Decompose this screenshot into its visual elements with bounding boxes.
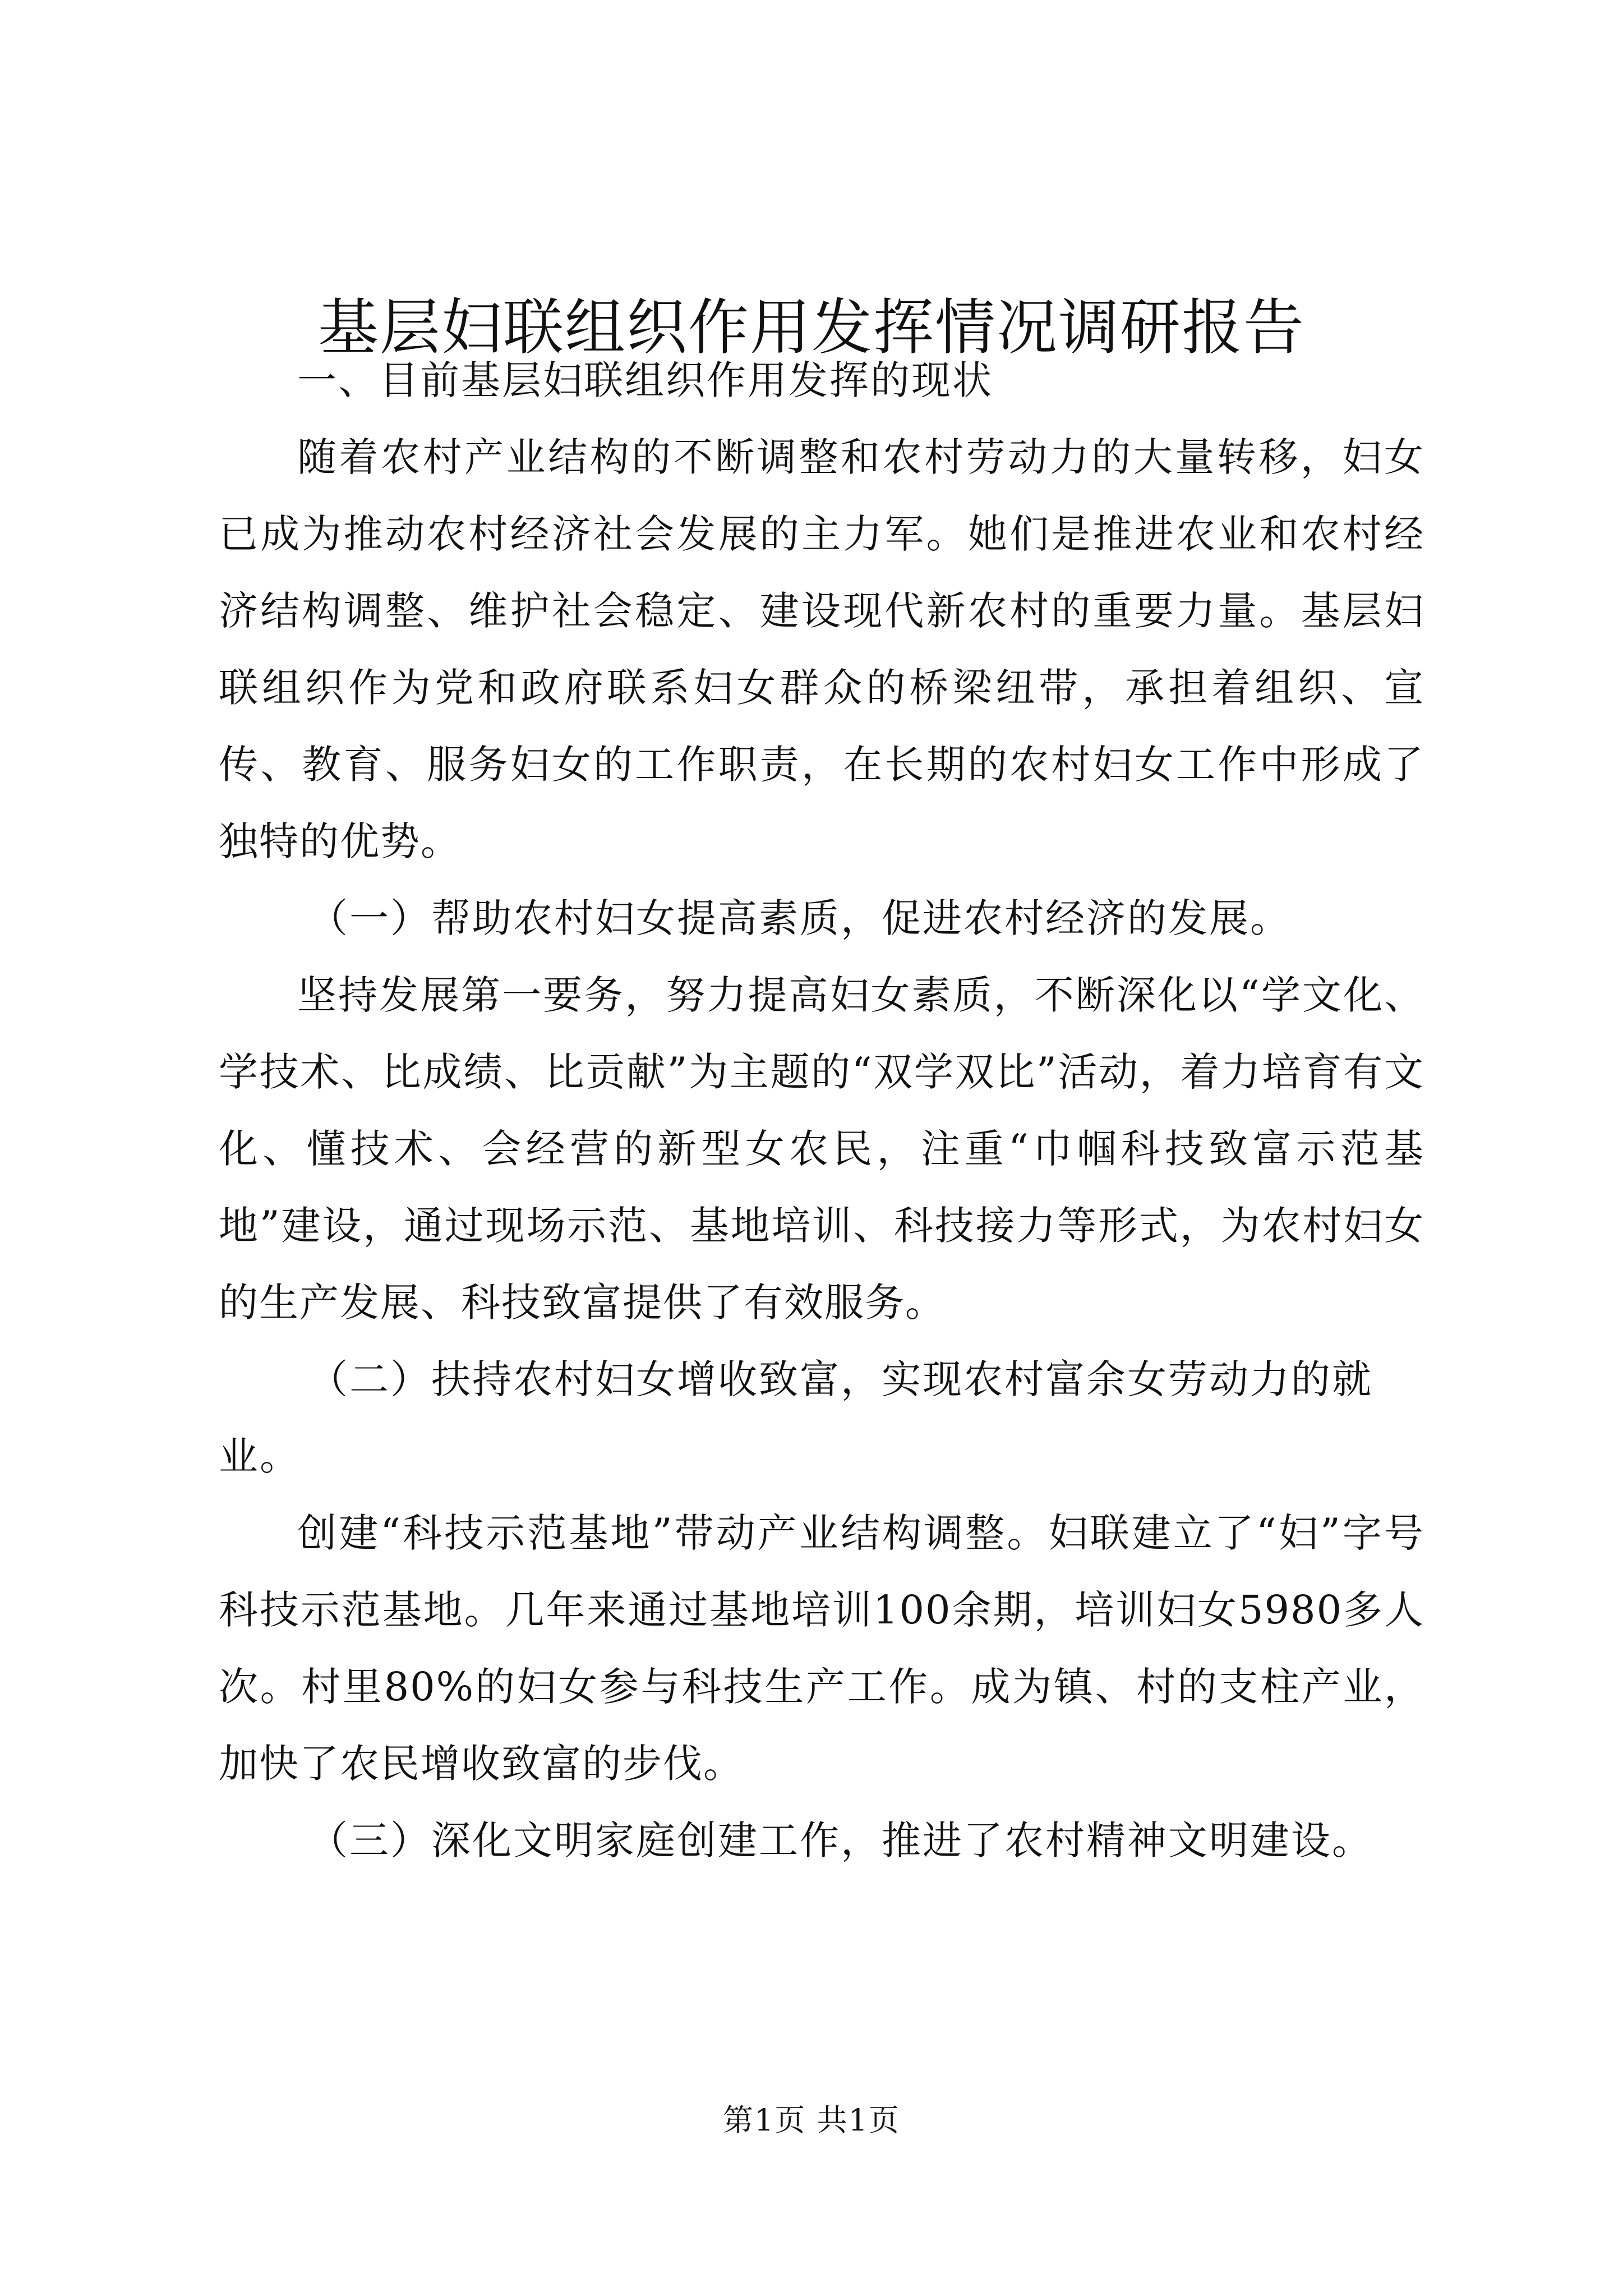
body-paragraph: 创建“科技示范基地”带动产业结构调整。妇联建立了“妇”字号科技示范基地。几年来通过基地培训100余期，培训妇女5980多人次。村里80%的妇女参与科技生产工作。成为镇、村的支柱产业，加快了农民增收致富的步伐。: [219, 1510, 1424, 1787]
body-paragraph: 随着农村产业结构的不断调整和农村劳动力的大量转移，妇女已成为推动农村经济社会发展的主力军。她们是推进农业和农村经济结构调整、维护社会稳定、建设现代新农村的重要力量。基层妇联组织作为党和政府联系妇女群众的桥梁纽带，承担着组织、宣传、教育、服务妇女的工作职责，在长期的农村妇女工作中形成了独特的优势。: [219, 434, 1424, 864]
subsection-heading: （三）深化文明家庭创建工作，推进了农村精神文明建设。: [308, 1818, 1373, 1864]
page-footer: 第1页 共1页: [723, 2102, 900, 2138]
subsection-heading: （二）扶持农村妇女增收致富，实现农村富余女劳动力的就业。: [219, 1356, 1373, 1479]
section-heading: 一、目前基层妇联组织作用发挥的现状: [297, 357, 993, 403]
document-title: 基层妇联组织作用发挥情况调研报告: [317, 293, 1305, 363]
body-paragraph: 坚持发展第一要务，努力提高妇女素质，不断深化以“学文化、学技术、比成绩、比贡献”为主题的“双学双比”活动，着力培育有文化、懂技术、会经营的新型女农民，注重“巾帼科技致富示范基地”建设，通过现场示范、基地培训、科技接力等形式，为农村妇女的生产发展、科技致富提供了有效服务。: [219, 972, 1424, 1326]
document-body: [219, 342, 1424, 1879]
subsection-heading: （一）帮助农村妇女提高素质，促进农村经济的发展。: [308, 895, 1291, 941]
